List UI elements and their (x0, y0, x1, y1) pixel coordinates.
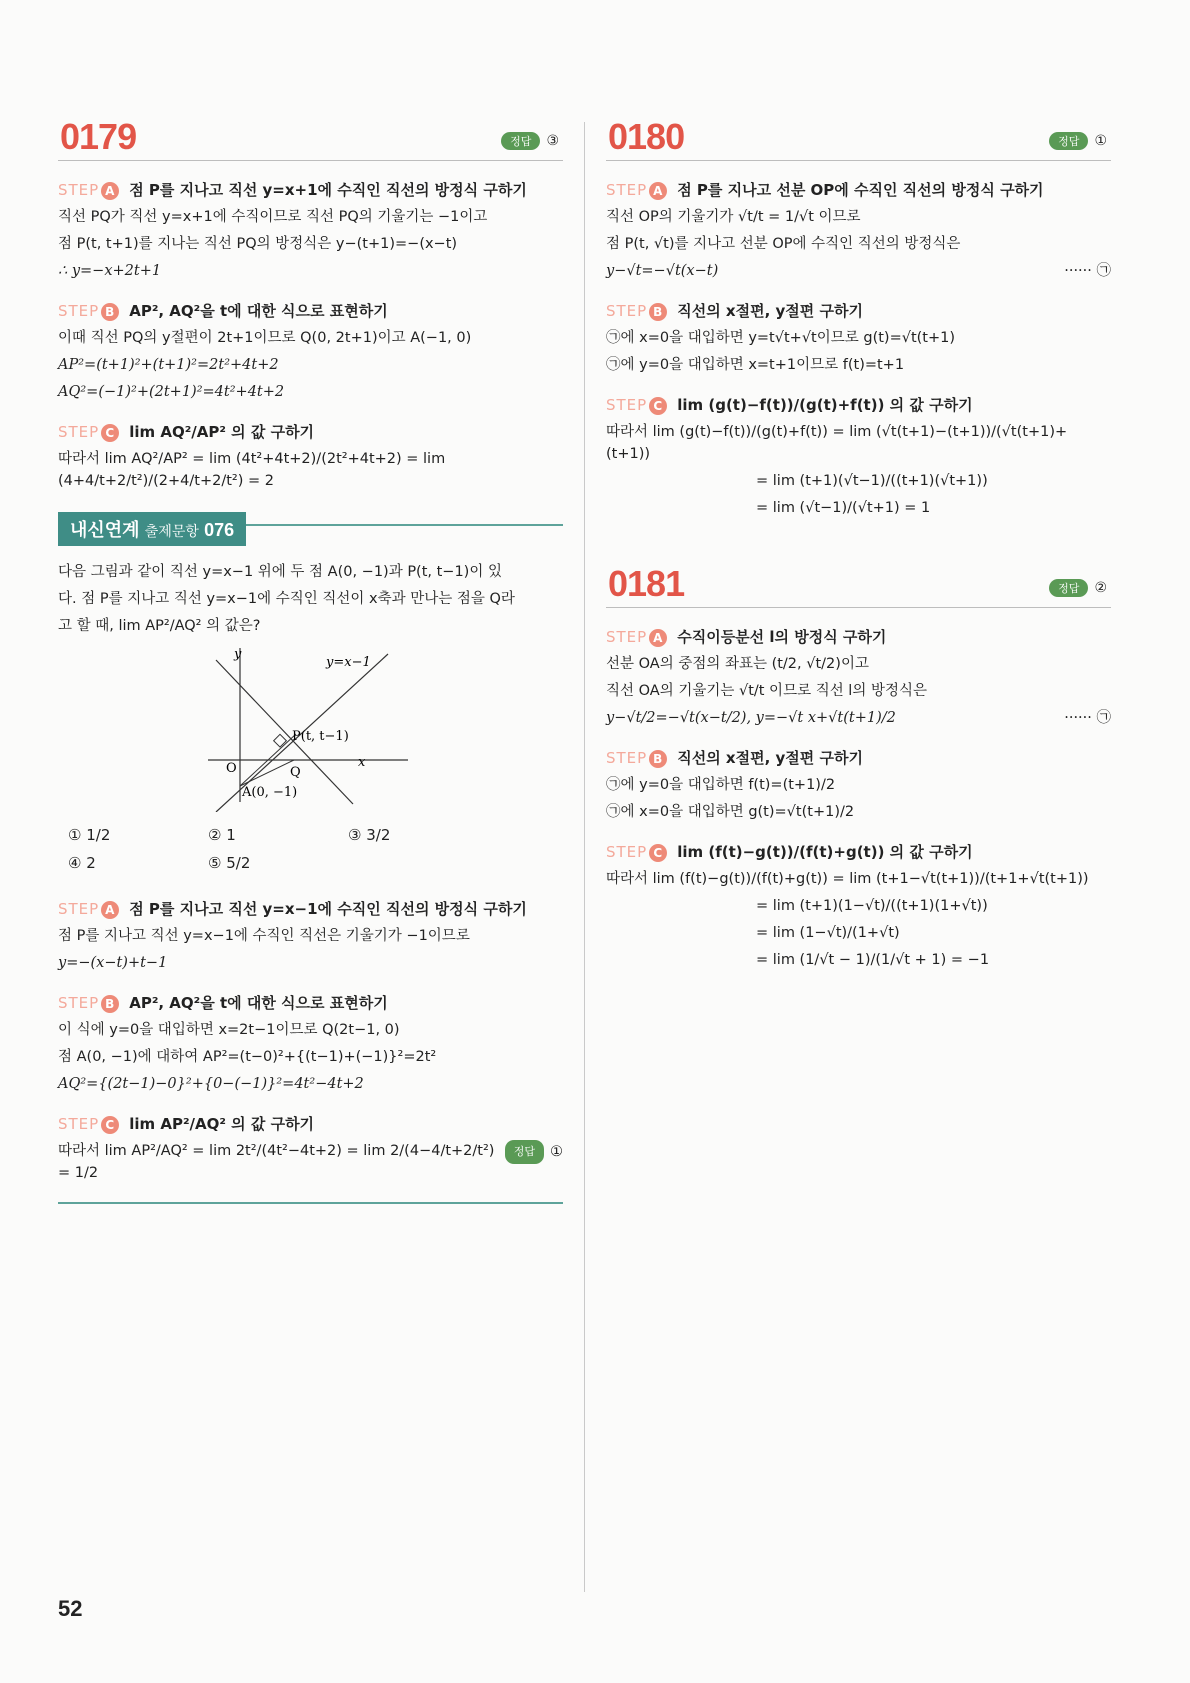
step-title: AP², AQ²을 t에 대한 식으로 표현하기 (129, 994, 388, 1012)
option-3[interactable]: ③ 3/2 (348, 826, 391, 844)
text-line: y=−(x−t)+t−1 (58, 955, 168, 971)
text-line: ㉠에 y=0을 대입하면 f(t)=(t+1)/2 (606, 777, 836, 793)
problem-header (606, 559, 1111, 608)
step-letter: A (101, 182, 119, 200)
formula-line: 따라서 lim AQ²/AP² = lim (4t²+4t+2)/(2t²+4t+2) = lim (4+4/t+2/t²)/(2+4/t+2/t²) = 2 (58, 451, 446, 489)
answer (1049, 579, 1107, 597)
step-title: 직선의 x절편, y절편 구하기 (677, 749, 863, 767)
text-line: 직선 PQ가 직선 y=x+1에 수직이므로 직선 PQ의 기울기는 −1이고 (58, 209, 488, 225)
formula-line: = lim (√t−1)/(√t+1) = 1 (756, 500, 931, 516)
answer-badge: 정답 (1049, 579, 1088, 597)
option-5[interactable]: ⑤ 5/2 (208, 854, 251, 872)
step-title: lim AP²/AQ² 의 값 구하기 (129, 1115, 315, 1133)
problem-number: 0180 (608, 116, 685, 157)
formula-line: 따라서 lim (f(t)−g(t))/(f(t)+g(t)) = lim (t+1−√t(t+1))/(t+1+√t(t+1)) (606, 871, 1089, 887)
step-c-heading (606, 394, 1111, 415)
text-line: AP²=(t+1)²+(t+1)²=2t²+4t+2 (58, 357, 279, 373)
answer (501, 132, 559, 150)
tab-sub: 출제문항 (144, 524, 199, 540)
point-a-label: A(0, −1) (242, 785, 298, 800)
left-column (58, 112, 563, 1204)
text-line: 점 P(t, t+1)를 지나는 직선 PQ의 방정식은 y−(t+1)=−(x−t) (58, 236, 458, 252)
tab-label: 내신연계 (70, 520, 140, 540)
text-line: AQ²={(2t−1)−0}²+{0−(−1)}²=4t²−4t+2 (58, 1076, 364, 1092)
problem-number: 0179 (60, 116, 137, 157)
step-title: 직선의 x절편, y절편 구하기 (677, 302, 863, 320)
problem-header (606, 112, 1111, 161)
related-problem-box (58, 520, 563, 1204)
formula-line: = lim (t+1)(1−√t)/((t+1)(1+√t)) (756, 898, 988, 914)
answer-value: ② (1094, 580, 1107, 596)
step-title: 점 P를 지나고 직선 y=x+1에 수직인 직선의 방정식 구하기 (129, 181, 527, 199)
step-letter: C (101, 1116, 119, 1134)
formula-line: 따라서 lim AP²/AQ² = lim 2t²/(4t²−4t+2) = lim 2/(4−4/t+2/t²) = 1/2 정답 ① (58, 1140, 563, 1184)
answer-options (68, 826, 563, 872)
step-letter: A (649, 182, 667, 200)
column-divider (584, 122, 585, 1592)
step-letter: B (101, 303, 119, 321)
text-line: y−√t=−√t(x−t) ······ ㉠ (606, 260, 1111, 282)
option-4[interactable]: ④ 2 (68, 854, 96, 872)
step-tag: STEP B (58, 994, 119, 1012)
point-p-label: P(t, t−1) (292, 729, 349, 744)
step-tag: STEP B (606, 302, 667, 320)
text-line: 직선 OP의 기울기가 √t/t = 1/√t 이므로 (606, 209, 861, 225)
step-letter: C (101, 424, 119, 442)
problem-number: 0181 (608, 563, 685, 604)
answer-badge: 정답 (505, 1140, 544, 1164)
right-column (606, 112, 1111, 976)
box-bottom-rule (58, 1202, 563, 1204)
step-b-heading (606, 300, 1111, 321)
step-letter: C (649, 844, 667, 862)
line-label: y=x−1 (326, 655, 371, 670)
tab-number: 076 (204, 520, 235, 540)
question-line: 고 할 때, lim AP²/AQ² 의 값은? (58, 618, 261, 634)
step-letter: C (649, 397, 667, 415)
answer-badge: 정답 (501, 132, 540, 150)
answer-value: ① (1094, 133, 1107, 149)
step-tag: STEP C (606, 396, 667, 414)
step-a-heading (606, 179, 1111, 200)
option-2[interactable]: ② 1 (208, 826, 236, 844)
step-c-heading (58, 421, 563, 442)
problem-0180 (606, 112, 1111, 519)
step-title: 수직이등분선 l의 방정식 구하기 (677, 628, 887, 646)
step-title: 점 P를 지나고 직선 y=x−1에 수직인 직선의 방정식 구하기 (129, 900, 527, 918)
point-q-label: Q (290, 765, 301, 780)
step-tag: STEP C (606, 843, 667, 861)
text-line: 이 식에 y=0을 대입하면 x=2t−1이므로 Q(2t−1, 0) (58, 1022, 400, 1038)
step-title: lim (g(t)−f(t))/(g(t)+f(t)) 의 값 구하기 (677, 396, 973, 414)
formula-line: = lim (t+1)(√t−1)/((t+1)(√t+1)) (756, 473, 988, 489)
step-a-heading (58, 898, 563, 919)
related-tab (58, 512, 246, 546)
step-tag: STEP B (606, 749, 667, 767)
formula-line: = lim (1/√t − 1)/(1/√t + 1) = −1 (756, 952, 990, 968)
formula-line: 따라서 lim (g(t)−f(t))/(g(t)+f(t)) = lim (√t(t+1)−(t+1))/(√t(t+1)+(t+1)) (606, 424, 1068, 462)
question-line: 다. 점 P를 지나고 직선 y=x−1에 수직인 직선이 x축과 만나는 점을 Q라 (58, 591, 515, 607)
step-letter: A (101, 901, 119, 919)
text-line: 점 P(t, √t)를 지나고 선분 OP에 수직인 직선의 방정식은 (606, 236, 961, 252)
step-tag: STEP A (58, 181, 119, 199)
step-c-heading (606, 841, 1111, 862)
answer-value: ③ (546, 133, 559, 149)
step-title: AP², AQ²을 t에 대한 식으로 표현하기 (129, 302, 388, 320)
segment-aq (240, 760, 294, 786)
answer-badge: 정답 (1049, 132, 1088, 150)
option-1[interactable]: ① 1/2 (68, 826, 111, 844)
text-line: y−√t/2=−√t(x−t/2), y=−√t x+√t(t+1)/2 ······ ㉠ (606, 707, 1111, 729)
formula-line: = lim (1−√t)/(1+√t) (756, 925, 900, 941)
coordinate-graph (58, 642, 563, 812)
text-line: AQ²=(−1)²+(2t+1)²=4t²+4t+2 (58, 384, 285, 400)
y-axis-label: y (234, 647, 242, 662)
equation-mark: ······ ㉠ (1064, 710, 1111, 726)
page-number: 52 (58, 1596, 83, 1621)
question-line: 다음 그림과 같이 직선 y=x−1 위에 두 점 A(0, −1)과 P(t, t−1)이 있 (58, 564, 502, 580)
text-line: 직선 OA의 기울기는 √t/t 이므로 직선 l의 방정식은 (606, 683, 927, 699)
text-line: 이때 직선 PQ의 y절편이 2t+1이므로 Q(0, 2t+1)이고 A(−1, 0) (58, 330, 472, 346)
problem-0181 (606, 559, 1111, 971)
step-letter: B (649, 303, 667, 321)
text-line: 점 A(0, −1)에 대하여 AP²=(t−0)²+{(t−1)+(−1)}²=2t² (58, 1049, 437, 1065)
text-line: ㉠에 y=0을 대입하면 x=t+1이므로 f(t)=t+1 (606, 357, 905, 373)
step-title: 점 P를 지나고 선분 OP에 수직인 직선의 방정식 구하기 (677, 181, 1044, 199)
step-a-heading (58, 179, 563, 200)
step-tag: STEP A (58, 900, 119, 918)
text-line: ㉠에 x=0을 대입하면 y=t√t+√t이므로 g(t)=√t(t+1) (606, 330, 956, 346)
answer (1049, 132, 1107, 150)
answer (505, 1140, 563, 1164)
text-line: ㉠에 x=0을 대입하면 g(t)=√t(t+1)/2 (606, 804, 855, 820)
step-b-heading (58, 300, 563, 321)
step-title: lim (f(t)−g(t))/(f(t)+g(t)) 의 값 구하기 (677, 843, 973, 861)
step-tag: STEP C (58, 1115, 119, 1133)
x-axis-label: x (358, 755, 366, 770)
step-letter: A (649, 629, 667, 647)
text-line: 점 P를 지나고 직선 y=x−1에 수직인 직선은 기울기가 −1이므로 (58, 928, 470, 944)
step-tag: STEP A (606, 181, 667, 199)
step-tag: STEP B (58, 302, 119, 320)
equation-mark: ······ ㉠ (1064, 263, 1111, 279)
step-tag: STEP A (606, 628, 667, 646)
text-line: ∴ y=−x+2t+1 (58, 263, 162, 279)
text-line: 선분 OA의 중점의 좌표는 (t/2, √t/2)이고 (606, 656, 869, 672)
step-letter: B (649, 750, 667, 768)
problem-0179 (58, 112, 563, 492)
step-c-heading (58, 1113, 563, 1134)
step-b-heading (58, 992, 563, 1013)
step-title: lim AQ²/AP² 의 값 구하기 (129, 423, 315, 441)
step-letter: B (101, 995, 119, 1013)
step-tag: STEP C (58, 423, 119, 441)
answer-value: ① (550, 1144, 563, 1160)
step-b-heading (606, 747, 1111, 768)
origin-label: O (226, 761, 237, 776)
problem-header (58, 112, 563, 161)
step-a-heading (606, 626, 1111, 647)
